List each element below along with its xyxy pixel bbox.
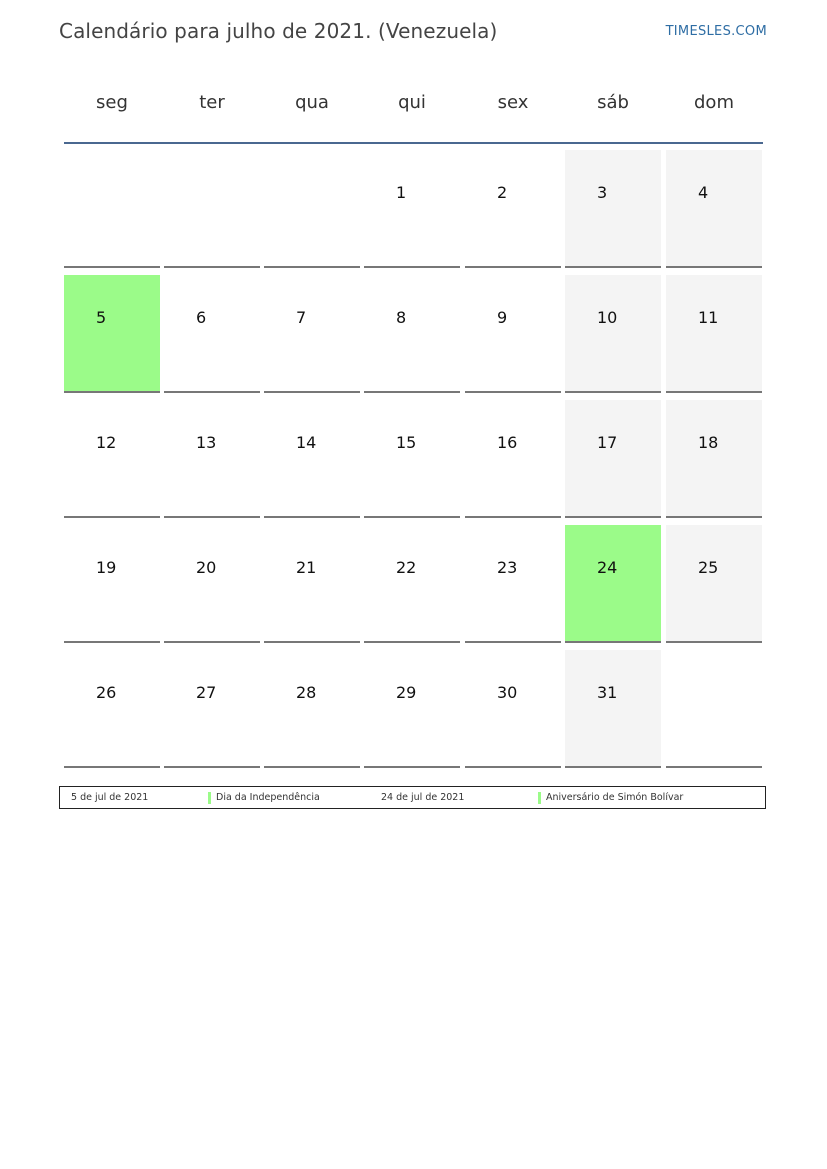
legend-holiday-name: Dia da Independência	[216, 792, 320, 803]
weekday-label: sex	[497, 92, 529, 113]
day-cell	[565, 650, 661, 768]
cell-underline	[465, 641, 561, 643]
day-number: 24	[597, 558, 618, 577]
cell-underline	[164, 266, 260, 268]
day-number: 20	[196, 558, 217, 577]
cell-underline	[364, 516, 460, 518]
day-cell	[64, 650, 160, 768]
cell-underline	[565, 766, 661, 768]
cell-underline	[64, 766, 160, 768]
cell-underline	[666, 516, 762, 518]
day-number: 1	[396, 183, 407, 202]
day-cell	[666, 150, 762, 268]
weekday-label: qua	[295, 92, 329, 113]
day-cell	[164, 400, 260, 518]
day-number: 30	[497, 683, 518, 702]
cell-underline	[565, 516, 661, 518]
day-cell	[465, 150, 561, 268]
day-number: 22	[396, 558, 417, 577]
day-cell	[465, 525, 561, 643]
day-number: 14	[296, 433, 317, 452]
cell-underline	[364, 391, 460, 393]
day-number: 13	[196, 433, 217, 452]
day-cell	[164, 525, 260, 643]
day-cell	[666, 525, 762, 643]
empty-day-cell	[64, 150, 160, 268]
day-cell	[264, 275, 360, 393]
day-number: 11	[698, 308, 719, 327]
day-number: 18	[698, 433, 719, 452]
cell-underline	[666, 266, 762, 268]
cell-underline	[565, 266, 661, 268]
cell-underline	[465, 391, 561, 393]
day-number: 27	[196, 683, 217, 702]
cell-underline	[364, 766, 460, 768]
weekday-label: dom	[694, 92, 734, 113]
day-cell	[364, 400, 460, 518]
day-number: 29	[396, 683, 417, 702]
day-number: 2	[497, 183, 508, 202]
day-cell	[264, 400, 360, 518]
holiday-color-marker	[208, 792, 211, 804]
weekday-header	[64, 78, 764, 128]
day-number: 17	[597, 433, 618, 452]
day-number: 4	[698, 183, 709, 202]
day-cell	[364, 150, 460, 268]
empty-day-cell	[164, 150, 260, 268]
day-cell	[565, 400, 661, 518]
day-cell	[64, 275, 160, 393]
cell-underline	[565, 641, 661, 643]
cell-underline	[465, 516, 561, 518]
day-number: 21	[296, 558, 317, 577]
day-number: 12	[96, 433, 117, 452]
brand-link[interactable]: TIMESLES.COM	[665, 24, 767, 39]
cell-underline	[465, 266, 561, 268]
cell-underline	[164, 766, 260, 768]
cell-underline	[164, 641, 260, 643]
day-cell	[364, 650, 460, 768]
day-cell	[666, 275, 762, 393]
page-title: Calendário para julho de 2021. (Venezuela)	[59, 19, 498, 43]
cell-underline	[64, 516, 160, 518]
empty-day-cell	[666, 650, 762, 768]
cell-underline	[64, 391, 160, 393]
day-cell	[565, 275, 661, 393]
day-cell	[565, 525, 661, 643]
day-number: 19	[96, 558, 117, 577]
day-cell	[666, 400, 762, 518]
weekday-label: sáb	[597, 92, 629, 113]
day-cell	[64, 525, 160, 643]
day-cell	[465, 650, 561, 768]
day-number: 26	[96, 683, 117, 702]
cell-underline	[666, 391, 762, 393]
cell-underline	[264, 516, 360, 518]
day-cell	[264, 650, 360, 768]
day-cell	[264, 525, 360, 643]
cell-underline	[565, 391, 661, 393]
weekday-label: seg	[96, 92, 128, 113]
day-number: 3	[597, 183, 608, 202]
cell-underline	[264, 391, 360, 393]
day-cell	[465, 275, 561, 393]
day-number: 16	[497, 433, 518, 452]
day-number: 31	[597, 683, 618, 702]
holiday-legend	[59, 786, 766, 809]
day-number: 9	[497, 308, 508, 327]
day-number: 25	[698, 558, 719, 577]
day-number: 7	[296, 308, 307, 327]
cell-underline	[666, 766, 762, 768]
day-cell	[364, 525, 460, 643]
day-cell	[565, 150, 661, 268]
weekday-label: ter	[199, 92, 225, 113]
legend-date: 24 de jul de 2021	[381, 792, 465, 803]
cell-underline	[164, 516, 260, 518]
cell-underline	[64, 266, 160, 268]
day-number: 15	[396, 433, 417, 452]
legend-holiday-name: Aniversário de Simón Bolívar	[546, 792, 684, 803]
day-cell	[465, 400, 561, 518]
day-number: 23	[497, 558, 518, 577]
cell-underline	[465, 766, 561, 768]
cell-underline	[364, 641, 460, 643]
cell-underline	[64, 641, 160, 643]
holiday-color-marker	[538, 792, 541, 804]
day-cell	[364, 275, 460, 393]
day-cell	[164, 650, 260, 768]
cell-underline	[164, 391, 260, 393]
day-number: 8	[396, 308, 407, 327]
cell-underline	[264, 266, 360, 268]
weekday-label: qui	[398, 92, 426, 113]
empty-day-cell	[264, 150, 360, 268]
legend-date: 5 de jul de 2021	[71, 792, 149, 803]
day-number: 28	[296, 683, 317, 702]
day-cell	[64, 400, 160, 518]
cell-underline	[264, 641, 360, 643]
cell-underline	[666, 641, 762, 643]
header-divider	[64, 142, 763, 144]
cell-underline	[364, 266, 460, 268]
day-number: 5	[96, 308, 107, 327]
day-number: 10	[597, 308, 618, 327]
day-cell	[164, 275, 260, 393]
cell-underline	[264, 766, 360, 768]
day-number: 6	[196, 308, 207, 327]
